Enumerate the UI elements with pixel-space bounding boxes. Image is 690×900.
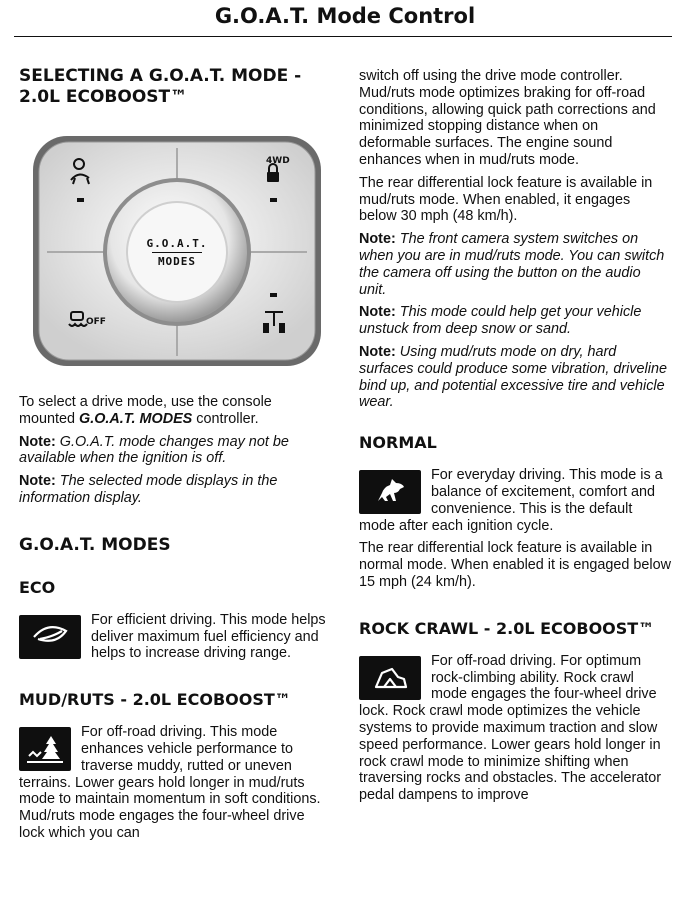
- eco-section: [19, 612, 327, 662]
- note-dry-surfaces: Note: Using mud/ruts mode on dry, hard surfaces could produce some vibration, driveline bind up, and potential excessive tire and vehicle wear.: [359, 343, 667, 411]
- goat-modes-heading: G.O.A.T. MODES: [19, 534, 171, 555]
- mud-ruts-description: For off-road driving. This mode enhances vehicle performance to traverse muddy, rutted or uneven terrains. Lower gears hold longer in mud/ruts mode to maintain momentum in soft conditions. Mud/ruts mode engages the four-wheel drive lock which you can: [19, 724, 321, 841]
- rock-crawl-icon: [359, 656, 421, 700]
- normal-section: [359, 467, 671, 534]
- left-column: [19, 66, 327, 842]
- goat-mode-controller-illustration: [31, 134, 323, 368]
- normal-bronco-icon: [359, 470, 421, 514]
- tag-off: OFF: [86, 317, 106, 327]
- note-ignition: Note: G.O.A.T. mode changes may not be available when the ignition is off.: [19, 433, 289, 467]
- mud-ruts-heading: MUD/RUTS - 2.0L ECOBOOST™: [19, 690, 291, 710]
- note-front-camera: Note: The front camera system switches on when you are in mud/ruts mode. You can switch the camera off using the button on the audio unit.: [359, 231, 665, 298]
- page-title: G.O.A.T. Mode Control: [214, 4, 476, 28]
- eco-leaf-icon: [19, 615, 81, 659]
- dial-label-modes: MODES: [157, 255, 197, 268]
- selecting-mode-heading: SELECTING A G.O.A.T. MODE - 2.0L ECOBOOST™: [19, 66, 302, 107]
- normal-heading: NORMAL: [359, 433, 437, 453]
- mud-ruts-rear-diff: The rear differential lock feature is available in mud/ruts mode. When enabled, it engages below 30 mph (48 km/h).: [359, 174, 653, 225]
- rock-crawl-section: [359, 653, 671, 804]
- dial-label-goat: G.O.A.T.: [146, 237, 208, 250]
- mud-ruts-section: [19, 724, 327, 842]
- right-column: [359, 68, 671, 804]
- eco-description: For efficient driving. This mode helps deliver maximum fuel efficiency and helps to increase driving range.: [91, 611, 326, 662]
- note-display: Note: The selected mode displays in the information display.: [19, 473, 278, 506]
- title-divider: [14, 36, 672, 37]
- normal-rear-diff: The rear differential lock feature is available in normal mode. When enabled it is engaged below 15 mph (24 km/h).: [359, 540, 671, 590]
- note-unstuck: Note: This mode could help get your vehicle unstuck from deep snow or sand.: [359, 304, 642, 338]
- mud-ruts-icon: [19, 727, 71, 771]
- tag-4wd: 4WD: [266, 156, 290, 166]
- mud-ruts-continued: switch off using the drive mode controller. Mud/ruts mode optimizes braking for off-road conditions, allowing quick path corrections and minimized stopping distance when on deformable surfaces. The engine sound enhances when in mud/ruts mode.: [359, 68, 656, 168]
- rock-crawl-description: For off-road driving. For optimum rock-climbing ability. Rock crawl mode engages the four-wheel drive lock. Rock crawl mode optimizes the vehicle systems to provide maximum traction and slow speed performance. Lower gears hold longer in rock crawl mode to minimize shifting when traversing rocks and obstacles. The accelerator pedal dampens to improve: [359, 652, 662, 804]
- normal-description: For everyday driving. This mode is a balance of excitement, comfort and convenience. This is the default mode after each ignition cycle.: [359, 467, 663, 534]
- rock-crawl-heading: ROCK CRAWL - 2.0L ECOBOOST™: [359, 618, 655, 638]
- eco-heading: ECO: [19, 577, 56, 597]
- intro-paragraph: To select a drive mode, use the console mounted G.O.A.T. MODES controller.: [19, 394, 272, 427]
